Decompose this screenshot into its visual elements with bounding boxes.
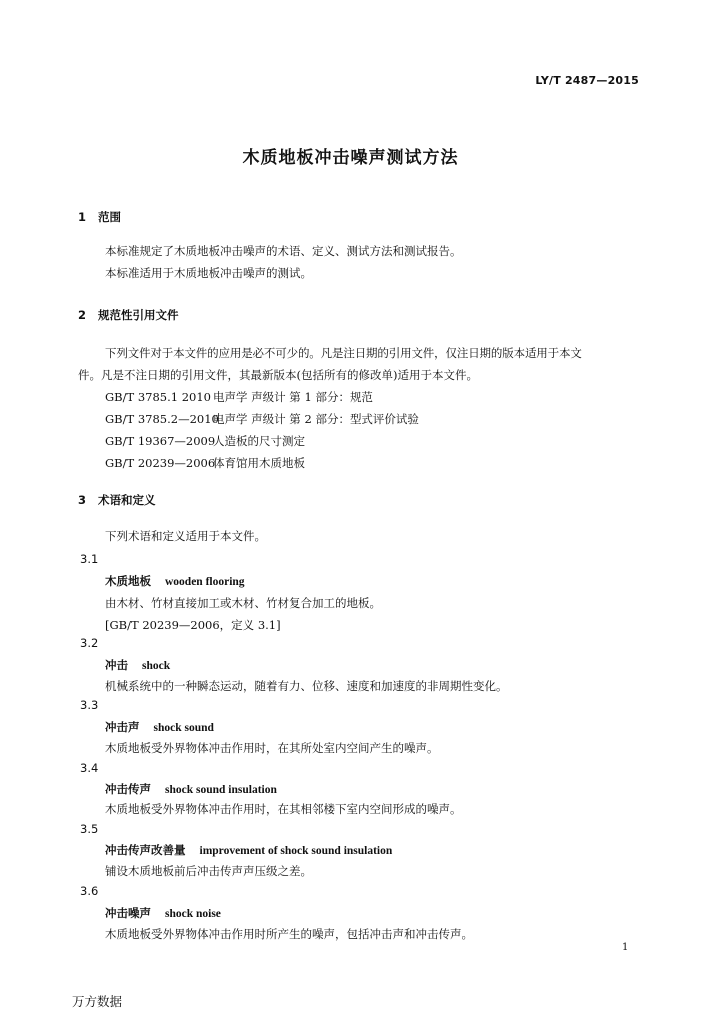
term-en: shock noise <box>165 908 221 920</box>
standard-number: LY/T 2487—2015 <box>535 74 639 87</box>
paragraph: 下列术语和定义适用于本文件。 <box>105 529 266 543</box>
reference-title: 人造板的尺寸测定 <box>213 434 305 448</box>
term-en: shock sound <box>153 722 214 734</box>
term-cn: 冲击噪声 <box>105 906 151 920</box>
section-title: 规范性引用文件 <box>98 308 179 322</box>
reference-code: GB/T 3785.1 2010 <box>105 390 211 404</box>
term-en: wooden flooring <box>165 576 245 588</box>
section-3-heading <box>78 492 156 508</box>
term-cn: 冲击声 <box>105 720 140 734</box>
term-heading <box>105 657 170 673</box>
page-number: 1 <box>622 942 629 953</box>
term-definition: 铺设木质地板前后冲击传声声压级之差。 <box>105 864 312 878</box>
term-heading <box>105 905 221 921</box>
document-title: 木质地板冲击噪声测试方法 <box>242 148 459 168</box>
term-definition: 木质地板受外界物体冲击作用时，在其相邻楼下室内空间形成的噪声。 <box>105 802 462 816</box>
reference-title: 体育馆用木质地板 <box>213 456 305 470</box>
reference-code: GB/T 19367—2009 <box>105 434 216 448</box>
paragraph: 本标准规定了木质地板冲击噪声的术语、定义、测试方法和测试报告。 <box>105 244 462 258</box>
term-heading <box>105 719 214 735</box>
clause-number: 3.2 <box>80 636 99 650</box>
watermark-text: 万方数据 <box>72 994 123 1009</box>
term-definition: 由木材、竹材直接加工或木材、竹材复合加工的地板。 <box>105 596 381 610</box>
clause-number: 3.3 <box>80 698 99 712</box>
term-definition: 木质地板受外界物体冲击作用时，在其所处室内空间产生的噪声。 <box>105 741 439 755</box>
reference-item <box>105 411 419 427</box>
term-heading <box>105 573 245 589</box>
term-cn: 冲击传声改善量 <box>105 843 186 857</box>
term-cn: 冲击传声 <box>105 782 151 796</box>
clause-number: 3.6 <box>80 884 99 898</box>
term-definition: 木质地板受外界物体冲击作用时所产生的噪声，包括冲击声和冲击传声。 <box>105 927 473 941</box>
term-heading <box>105 842 392 858</box>
clause-number: 3.1 <box>80 552 99 566</box>
section-2-heading <box>78 307 179 323</box>
section-number: 1 <box>78 210 87 224</box>
term-cn: 木质地板 <box>105 574 151 588</box>
clause-number: 3.5 <box>80 822 99 836</box>
term-en: shock <box>142 660 171 672</box>
reference-item <box>105 433 305 449</box>
section-title: 范围 <box>98 210 121 224</box>
section-number: 2 <box>78 308 87 322</box>
term-source: [GB/T 20239—2006，定义 3.1] <box>105 618 281 632</box>
reference-title: 电声学 声级计 第 2 部分：型式评价试验 <box>213 412 419 426</box>
reference-code: GB/T 20239—2006 <box>105 456 216 470</box>
term-definition: 机械系统中的一种瞬态运动，随着有力、位移、速度和加速度的非周期性变化。 <box>105 679 508 693</box>
term-heading <box>105 781 277 797</box>
reference-item <box>105 389 373 405</box>
term-en: improvement of shock sound insulation <box>199 845 393 857</box>
paragraph: 下列文件对于本文件的应用是必不可少的。凡是注日期的引用文件，仅注日期的版本适用于本文 <box>105 346 582 360</box>
section-title: 术语和定义 <box>98 493 156 507</box>
term-cn: 冲击 <box>105 658 128 672</box>
reference-code: GB/T 3785.2—2010 <box>105 412 219 426</box>
paragraph: 本标准适用于木质地板冲击噪声的测试。 <box>105 266 312 280</box>
term-en: shock sound insulation <box>165 784 277 796</box>
section-1-heading <box>78 209 121 225</box>
section-number: 3 <box>78 493 87 507</box>
reference-title: 电声学 声级计 第 1 部分：规范 <box>213 390 373 404</box>
paragraph: 件。凡是不注日期的引用文件，其最新版本(包括所有的修改单)适用于本文件。 <box>78 368 478 382</box>
clause-number: 3.4 <box>80 761 99 775</box>
reference-item <box>105 455 305 471</box>
